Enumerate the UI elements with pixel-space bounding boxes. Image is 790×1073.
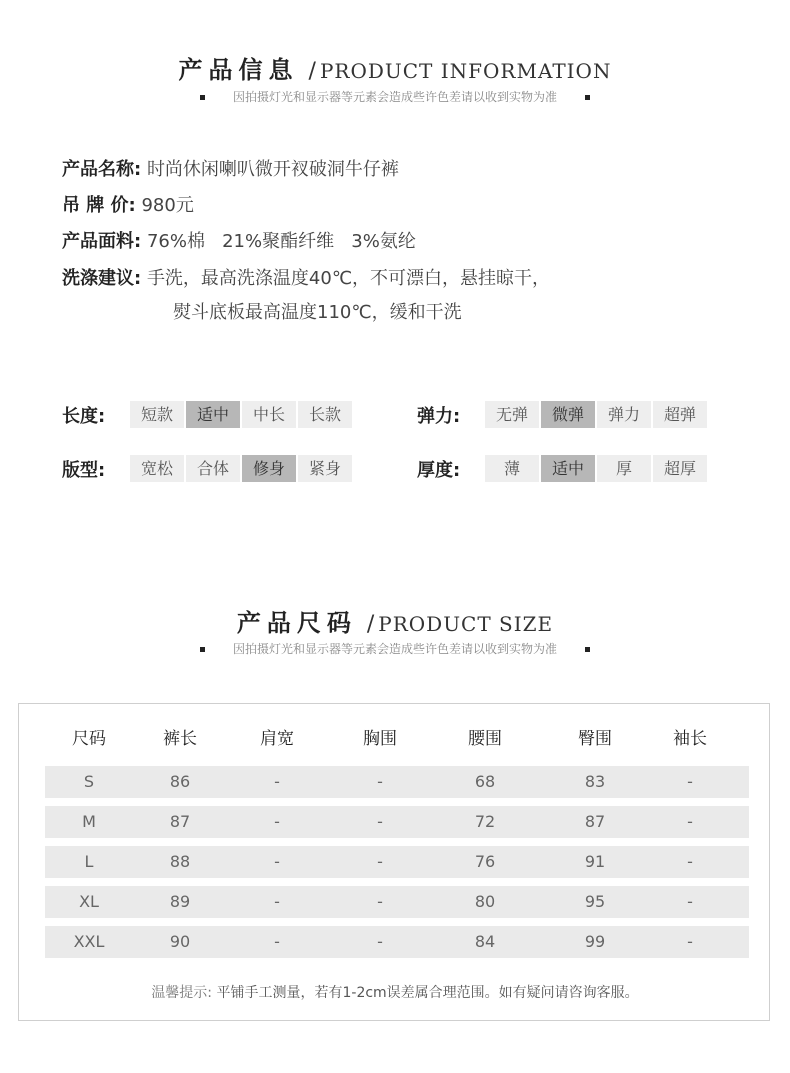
- cell-hip: 87: [584, 812, 606, 831]
- thickness-option-thin[interactable]: 薄: [485, 455, 539, 482]
- cell-shoulder: -: [274, 932, 280, 951]
- fit-label: 版型:: [62, 459, 106, 481]
- length-option-mid-long[interactable]: 中长: [242, 401, 296, 428]
- cell-pants-length: 86: [169, 772, 191, 791]
- size-title-cn: 产品尺码: [236, 609, 357, 637]
- table-row: [45, 806, 749, 838]
- price-label: 吊 牌 价:: [62, 195, 136, 216]
- table-row: [45, 886, 749, 918]
- length-attribute: [62, 401, 354, 428]
- info-title-cn: 产品信息: [178, 56, 299, 84]
- cell-waist: 72: [474, 812, 496, 831]
- fabric-label: 产品面料:: [62, 231, 142, 252]
- cell-chest: -: [377, 932, 383, 951]
- cell-size: M: [82, 812, 96, 831]
- product-name-row: [62, 155, 399, 181]
- cell-shoulder: -: [274, 772, 280, 791]
- size-subtitle: [0, 640, 790, 657]
- cell-pants-length: 89: [169, 892, 191, 911]
- cell-sleeve: -: [687, 852, 693, 871]
- cell-waist: 68: [474, 772, 496, 791]
- fit-option-tight[interactable]: 紧身: [298, 455, 352, 482]
- wash-label: 洗涤建议:: [62, 268, 142, 289]
- header-hip: 臀围: [578, 729, 612, 749]
- cell-hip: 99: [584, 932, 606, 951]
- elastic-option-none[interactable]: 无弹: [485, 401, 539, 428]
- note-text: 平铺手工测量，若有1-2cm误差属合理范围。如有疑问请咨询客服。: [216, 985, 639, 1001]
- cell-shoulder: -: [274, 892, 280, 911]
- wash-row: [62, 264, 550, 324]
- cell-chest: -: [377, 892, 383, 911]
- fit-option-loose[interactable]: 宽松: [130, 455, 184, 482]
- cell-hip: 83: [584, 772, 606, 791]
- info-subtitle: [0, 88, 790, 105]
- fit-attribute: [62, 455, 354, 482]
- info-section-title: [0, 50, 790, 85]
- cell-chest: -: [377, 772, 383, 791]
- wash-line-1: 手洗，最高洗涤温度40℃，不可漂白，悬挂晾干，: [146, 268, 551, 289]
- size-title-en: PRODUCT SIZE: [378, 612, 554, 636]
- header-sleeve: 袖长: [673, 729, 707, 749]
- cell-hip: 91: [584, 852, 606, 871]
- info-subtitle-text: 因拍摄灯光和显示器等元素会造成些许色差请以收到实物为准: [232, 90, 557, 104]
- wash-line-2: 熨斗底板最高温度110℃，缓和干洗: [173, 302, 462, 323]
- table-row: [45, 926, 749, 958]
- header-shoulder: 肩宽: [260, 729, 294, 749]
- elastic-label: 弹力:: [417, 405, 461, 427]
- cell-pants-length: 87: [169, 812, 191, 831]
- cell-waist: 84: [474, 932, 496, 951]
- price-row: [62, 191, 194, 217]
- fit-option-regular[interactable]: 合体: [186, 455, 240, 482]
- fit-option-slim[interactable]: 修身: [242, 455, 296, 482]
- product-name-value: 时尚休闲喇叭微开衩破洞牛仔裤: [146, 159, 399, 180]
- size-subtitle-text: 因拍摄灯光和显示器等元素会造成些许色差请以收到实物为准: [232, 642, 557, 656]
- cell-size: S: [83, 772, 95, 791]
- info-title-en: PRODUCT INFORMATION: [319, 59, 612, 83]
- cell-shoulder: -: [274, 852, 280, 871]
- cell-waist: 76: [474, 852, 496, 871]
- cell-pants-length: 88: [169, 852, 191, 871]
- cell-sleeve: -: [687, 932, 693, 951]
- elastic-attribute: [417, 401, 709, 428]
- note-label: 温馨提示:: [151, 985, 213, 1001]
- square-bullet-icon: [585, 95, 590, 100]
- cell-sleeve: -: [687, 812, 693, 831]
- table-row: [45, 846, 749, 878]
- length-option-regular[interactable]: 适中: [186, 401, 240, 428]
- thickness-label: 厚度:: [417, 459, 461, 481]
- size-section-title: [0, 603, 790, 638]
- info-title-separator: /: [308, 59, 316, 84]
- elastic-option-super[interactable]: 超弹: [653, 401, 707, 428]
- elastic-option-stretch[interactable]: 弹力: [597, 401, 651, 428]
- header-size: 尺码: [72, 729, 106, 749]
- cell-size: L: [84, 852, 94, 871]
- header-waist: 腰围: [468, 729, 502, 749]
- cell-chest: -: [377, 812, 383, 831]
- size-table-header: [45, 726, 749, 752]
- thickness-attribute: [417, 455, 709, 482]
- size-table: [18, 703, 770, 1021]
- thickness-option-regular[interactable]: 适中: [541, 455, 595, 482]
- square-bullet-icon: [200, 647, 205, 652]
- cell-waist: 80: [474, 892, 496, 911]
- thickness-option-thick[interactable]: 厚: [597, 455, 651, 482]
- length-option-long[interactable]: 长款: [298, 401, 352, 428]
- square-bullet-icon: [585, 647, 590, 652]
- cell-shoulder: -: [274, 812, 280, 831]
- cell-hip: 95: [584, 892, 606, 911]
- cell-pants-length: 90: [169, 932, 191, 951]
- cell-size: XXL: [73, 932, 105, 951]
- header-pants-length: 裤长: [163, 729, 197, 749]
- cell-size: XL: [79, 892, 99, 911]
- product-name-label: 产品名称:: [62, 159, 142, 180]
- price-value: 980元: [141, 195, 194, 216]
- header-chest: 胸围: [363, 729, 397, 749]
- cell-chest: -: [377, 852, 383, 871]
- length-label: 长度:: [62, 405, 106, 427]
- elastic-option-slight[interactable]: 微弹: [541, 401, 595, 428]
- square-bullet-icon: [200, 95, 205, 100]
- fabric-value: 76%棉 21%聚酯纤维 3%氨纶: [146, 231, 416, 252]
- length-option-short[interactable]: 短款: [130, 401, 184, 428]
- size-title-separator: /: [366, 612, 375, 637]
- measurement-note: [19, 982, 771, 1002]
- cell-sleeve: -: [687, 892, 693, 911]
- cell-sleeve: -: [687, 772, 693, 791]
- fabric-row: [62, 227, 416, 253]
- thickness-option-extra-thick[interactable]: 超厚: [653, 455, 707, 482]
- table-row: [45, 766, 749, 798]
